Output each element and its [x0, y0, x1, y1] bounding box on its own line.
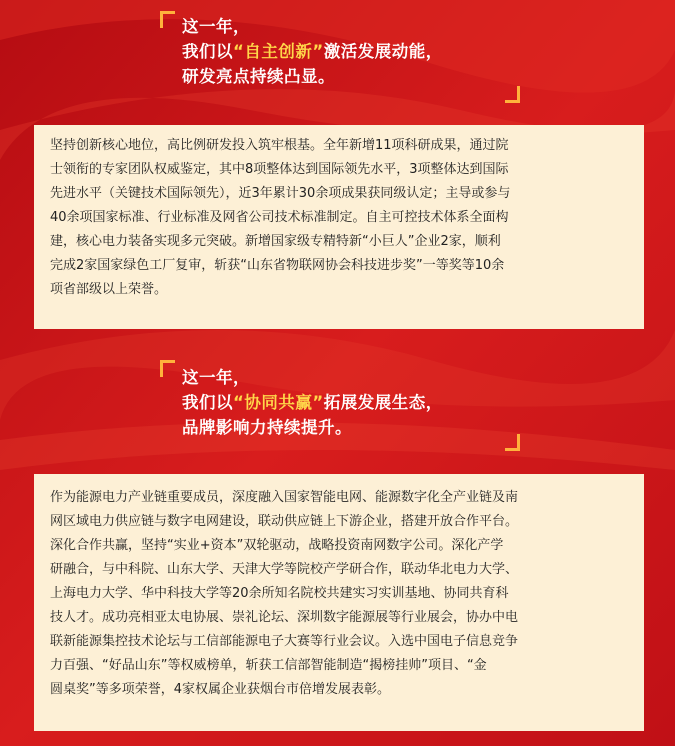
section1-heading-line2 — [182, 39, 443, 64]
heading-quote: “自主创新” — [233, 42, 324, 61]
heading-prefix: 我们以 — [182, 42, 233, 61]
paragraph-line: 圆桌奖”等多项荣誉，4家权属企业获烟台市倍增发展表彰。 — [50, 682, 391, 697]
paragraph-line: 坚持创新核心地位，高比例研发投入筑牢根基。全年新增11项科研成果，通过院 — [50, 138, 509, 153]
open-bracket-icon — [160, 360, 175, 377]
paragraph-line: 先进水平（关键技术国际领先），近3年累计30余项成果获同级认定；主导或参与 — [50, 186, 511, 201]
section1-heading-line1: 这一年， — [182, 17, 250, 36]
paragraph-line: 项省部级以上荣誉。 — [50, 282, 168, 297]
section1-heading-line3: 研发亮点持续凸显。 — [182, 67, 335, 86]
section2-heading-line1: 这一年， — [182, 368, 250, 387]
paragraph-line: 技人才。成功亮相亚太电协展、崇礼论坛、深圳数字能源展等行业展会，协办中电 — [50, 610, 519, 625]
paragraph-line: 士领衔的专家团队权威鉴定，其中8项整体达到国际领先水平，3项整体达到国际 — [50, 162, 509, 177]
section2-heading-line2 — [182, 390, 443, 415]
heading-suffix: 激活发展动能， — [323, 42, 443, 61]
section1-heading — [182, 14, 443, 89]
paragraph-line: 联新能源集控技术论坛与工信部能源电子大赛等行业会议。入选中国电子信息竞争 — [50, 634, 519, 649]
section2-heading-line3: 品牌影响力持续提升。 — [182, 418, 352, 437]
section1-panel — [34, 125, 644, 329]
paragraph-line: 完成2家国家绿色工厂复审，斩获“山东省物联网协会科技进步奖”一等奖等10余 — [50, 258, 505, 273]
paragraph-line: 深化合作共赢，坚持“实业+资本”双轮驱动，战略投资南网数字公司。深化产学 — [50, 538, 504, 553]
section2-heading — [182, 365, 443, 440]
paragraph-line: 建，核心电力装备实现多元突破。新增国家级专精特新“小巨人”企业2家，顺利 — [50, 234, 501, 249]
paragraph-line: 作为能源电力产业链重要成员，深度融入国家智能电网、能源数字化全产业链及南 — [50, 490, 519, 505]
paragraph-line: 网区域电力供应链与数字电网建设，联动供应链上下游企业，搭建开放合作平台。 — [50, 514, 519, 529]
heading-suffix: 拓展发展生态， — [323, 393, 443, 412]
close-bracket-icon — [505, 434, 520, 451]
open-bracket-icon — [160, 11, 175, 28]
paragraph-line: 上海电力大学、华中科技大学等20余所知名院校共建实习实训基地、协同共育科 — [50, 586, 509, 601]
close-bracket-icon — [505, 86, 520, 103]
paragraph-line: 40余项国家标准、行业标准及网省公司技术标准制定。自主可控技术体系全面构 — [50, 210, 509, 225]
paragraph-line: 力百强、“好品山东”等权威榜单，斩获工信部智能制造“揭榜挂帅”项目、“金 — [50, 658, 487, 673]
heading-prefix: 我们以 — [182, 393, 233, 412]
section2-panel — [34, 474, 644, 731]
heading-quote: “协同共赢” — [233, 393, 324, 412]
paragraph-line: 研融合，与中科院、山东大学、天津大学等院校产学研合作，联动华北电力大学、 — [50, 562, 519, 577]
